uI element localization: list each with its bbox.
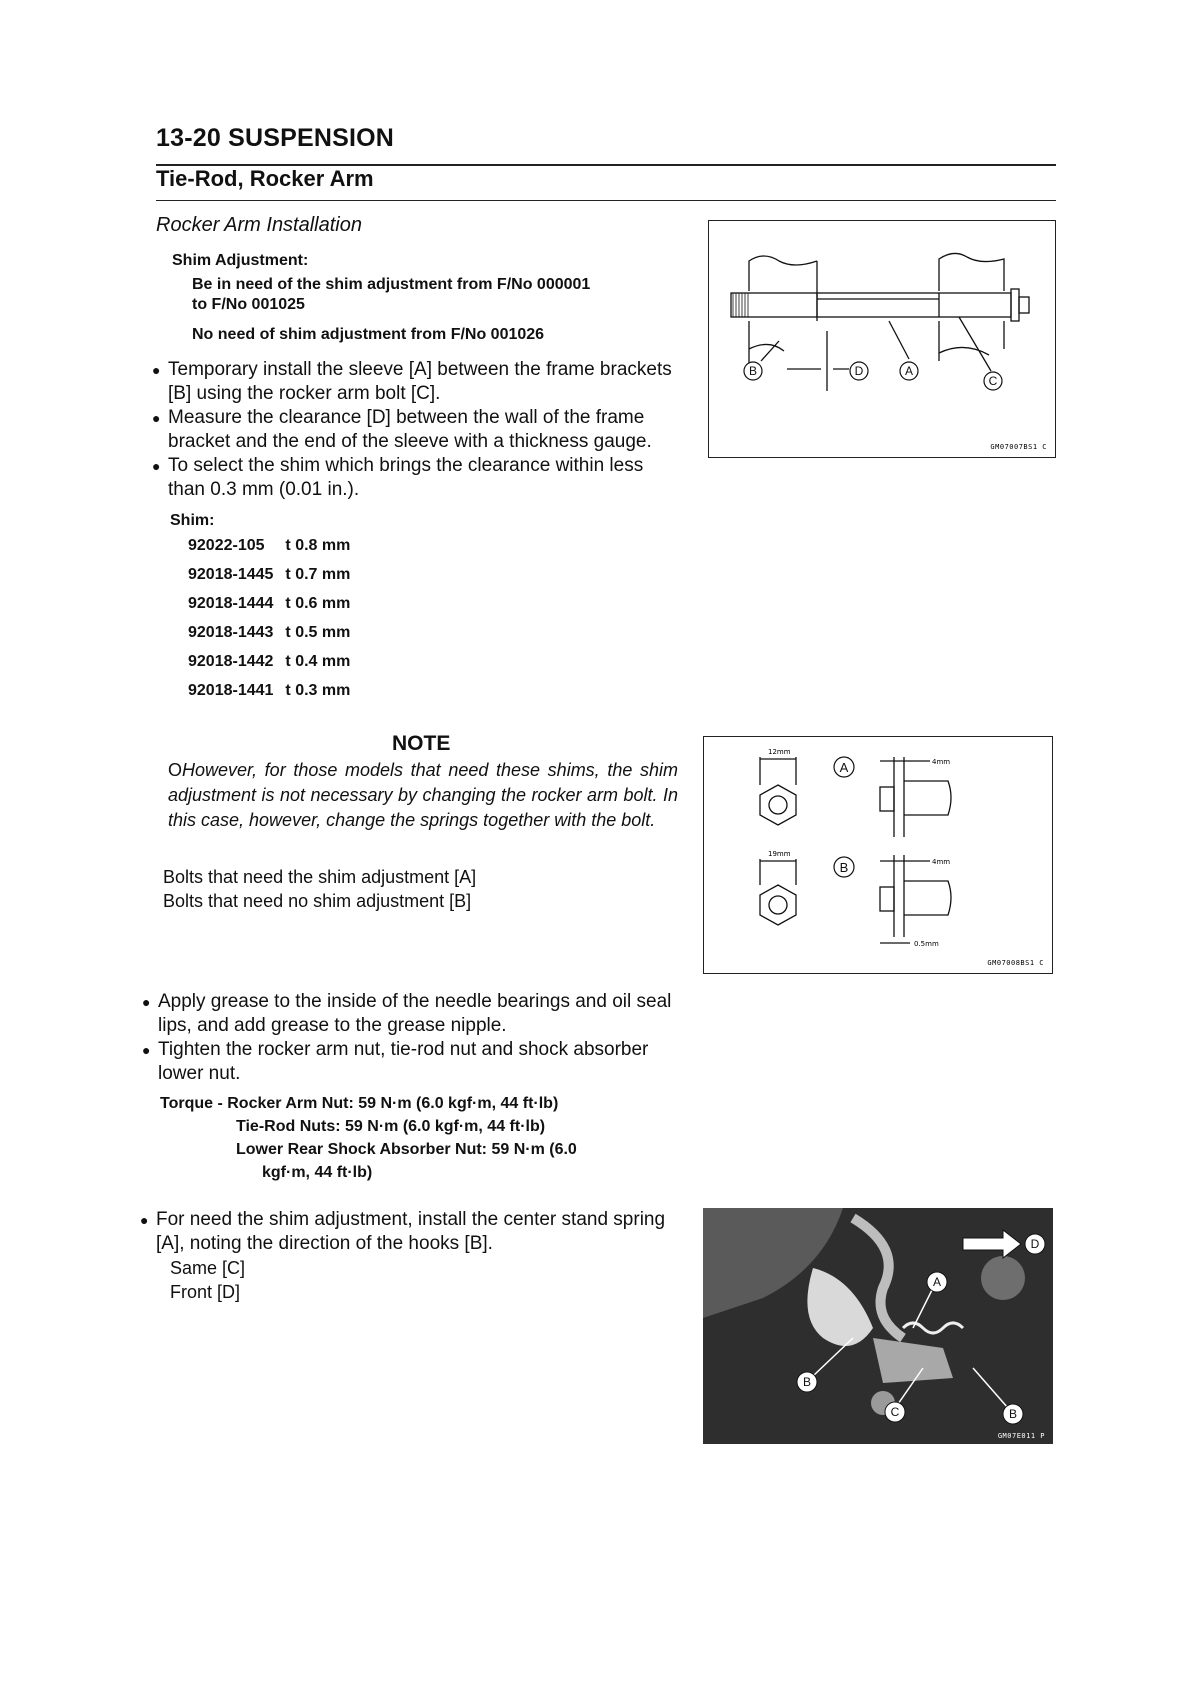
shim-part: 92018-1441 (188, 681, 274, 699)
installation-steps (152, 358, 682, 502)
shim-part: 92018-1442 (188, 652, 274, 670)
figure-code: GM07007BS1 C (990, 443, 1047, 451)
leader-a (889, 321, 909, 359)
bolt-a-bore (769, 796, 787, 814)
shim-thickness: t 0.5 mm (285, 623, 351, 641)
shim-thickness: t 0.4 mm (285, 652, 351, 670)
label-a: A (904, 364, 914, 378)
label-a: A (932, 1275, 942, 1289)
torque-line-4: kgf·m, 44 ft·lb) (262, 1164, 373, 1181)
torque-line-1: Torque - Rocker Arm Nut: 59 N·m (6.0 kgf·m, 44 ft·lb) (160, 1095, 559, 1112)
left-bracket-break (749, 344, 784, 351)
bolt-head-tip (1019, 297, 1029, 313)
torque-line-2: Tie-Rod Nuts: 59 N·m (6.0 kgf·m, 44 ft·lb) (236, 1118, 546, 1135)
bolt-comparison-diagram (704, 737, 1052, 973)
shim-thickness: t 0.8 mm (285, 536, 351, 554)
installation-heading: Rocker Arm Installation (156, 214, 362, 236)
label-b2: B (1008, 1407, 1018, 1421)
right-bracket-top (939, 253, 1004, 291)
bolt-head (1011, 289, 1019, 321)
clearance-diagram (709, 221, 1055, 457)
page-subtitle: Tie-Rod, Rocker Arm (156, 166, 374, 191)
bolts-no-need-text: Bolts that need no shim adjustment [B] (163, 891, 472, 911)
bolt-a-shank (904, 781, 951, 815)
step-item: ● To select the shim which brings the clearance within less than 0.3 mm (0.01 in.). (152, 454, 682, 502)
right-bracket-bottom (939, 321, 1004, 361)
dim-4mm-b: 4mm (932, 858, 951, 866)
no-need-line: No need of shim adjustment from F/No 001026 (192, 326, 545, 343)
bolt-b-hex (760, 885, 796, 925)
bolt-b-shank (904, 881, 951, 915)
label-a: A (839, 760, 849, 775)
shim-label: Shim: (170, 512, 215, 529)
subtitle-rule (156, 200, 1056, 201)
shim-thickness: t 0.7 mm (285, 565, 351, 583)
grease-steps (142, 990, 682, 1086)
bolts-need-text: Bolts that need the shim adjustment [A] (163, 867, 477, 887)
step-item: ● Measure the clearance [D] between the wall of the frame bracket and the end of the sleeve with a thickness gauge. (152, 406, 682, 454)
left-bracket-top (749, 256, 817, 291)
label-b: B (748, 364, 758, 378)
dim-0-5mm: 0.5mm (914, 940, 939, 948)
dim-12mm: 12mm (768, 748, 791, 756)
note-title: NOTE (392, 732, 451, 755)
label-d: D (854, 364, 864, 378)
spring-photo (703, 1208, 1053, 1444)
bolt-b-width-dim (760, 859, 796, 885)
bolt-a-hex (760, 785, 796, 825)
shim-thickness: t 0.3 mm (285, 681, 351, 699)
shim-part: 92018-1444 (188, 594, 274, 612)
shim-adjustment-label: Shim Adjustment: (172, 252, 309, 269)
bolt-a-head (880, 787, 894, 811)
shim-part: 92018-1443 (188, 623, 274, 641)
shim-table (188, 531, 362, 705)
bolt-threads (733, 293, 748, 317)
bolt-b-head (880, 887, 894, 911)
note-text: However, for those models that need these shims, the shim adjustment is not necessary by changing the rocker arm bolt. In this case, however, change the springs together with the bolt. (168, 760, 678, 830)
label-c: C (890, 1405, 900, 1419)
shim-thickness: t 0.6 mm (285, 594, 351, 612)
label-c: C (988, 374, 998, 388)
front-label: Front [D] (170, 1282, 241, 1302)
bolt-a-width-dim (760, 757, 796, 785)
label-b1: B (802, 1375, 812, 1389)
step-item: ● For need the shim adjustment, install the center stand spring [A], noting the direction of the hooks [B]. (140, 1208, 680, 1256)
rocker-bolt (731, 293, 1011, 317)
shim-part: 92022-105 (188, 536, 265, 554)
shim-row (188, 531, 362, 560)
photo-component (981, 1256, 1025, 1300)
torque-line-3: Lower Rear Shock Absorber Nut: 59 N·m (6.0 (236, 1141, 577, 1158)
shim-row (188, 560, 362, 589)
bolt-b-bore (769, 896, 787, 914)
label-b: B (839, 860, 849, 875)
figure-code: GM07E011 P (997, 1432, 1045, 1440)
figure-spring-photo (703, 1208, 1053, 1444)
section-title: 13-20 SUSPENSION (156, 124, 395, 152)
step-item: ● Temporary install the sleeve [A] between the frame brackets [B] using the rocker arm bolt [C]. (152, 358, 682, 406)
sleeve-ends (817, 293, 939, 317)
bolt-b-flange (894, 855, 904, 937)
shim-row (188, 647, 362, 676)
label-d: D (1030, 1237, 1040, 1251)
note-marker: O (168, 760, 183, 780)
need-line-2: to F/No 001025 (192, 296, 305, 313)
dim-19mm: 19mm (768, 850, 791, 858)
spring-steps (140, 1208, 680, 1256)
figure-clearance (708, 220, 1056, 458)
need-line-1: Be in need of the shim adjustment from F/No 000001 (192, 276, 591, 293)
dim-4mm-a: 4mm (932, 758, 951, 766)
shim-row (188, 618, 362, 647)
shim-row (188, 589, 362, 618)
note-body (168, 758, 678, 833)
shim-part: 92018-1445 (188, 565, 274, 583)
step-item: ● Tighten the rocker arm nut, tie-rod nut and shock absorber lower nut. (142, 1038, 682, 1086)
same-label: Same [C] (170, 1258, 246, 1278)
figure-bolt-comparison (703, 736, 1053, 974)
figure-code: GM07008BS1 C (987, 959, 1044, 967)
shim-row (188, 676, 362, 705)
step-item: ● Apply grease to the inside of the needle bearings and oil seal lips, and add grease to the grease nipple. (142, 990, 682, 1038)
bolt-a-flange (894, 757, 904, 837)
leader-c (959, 317, 991, 371)
